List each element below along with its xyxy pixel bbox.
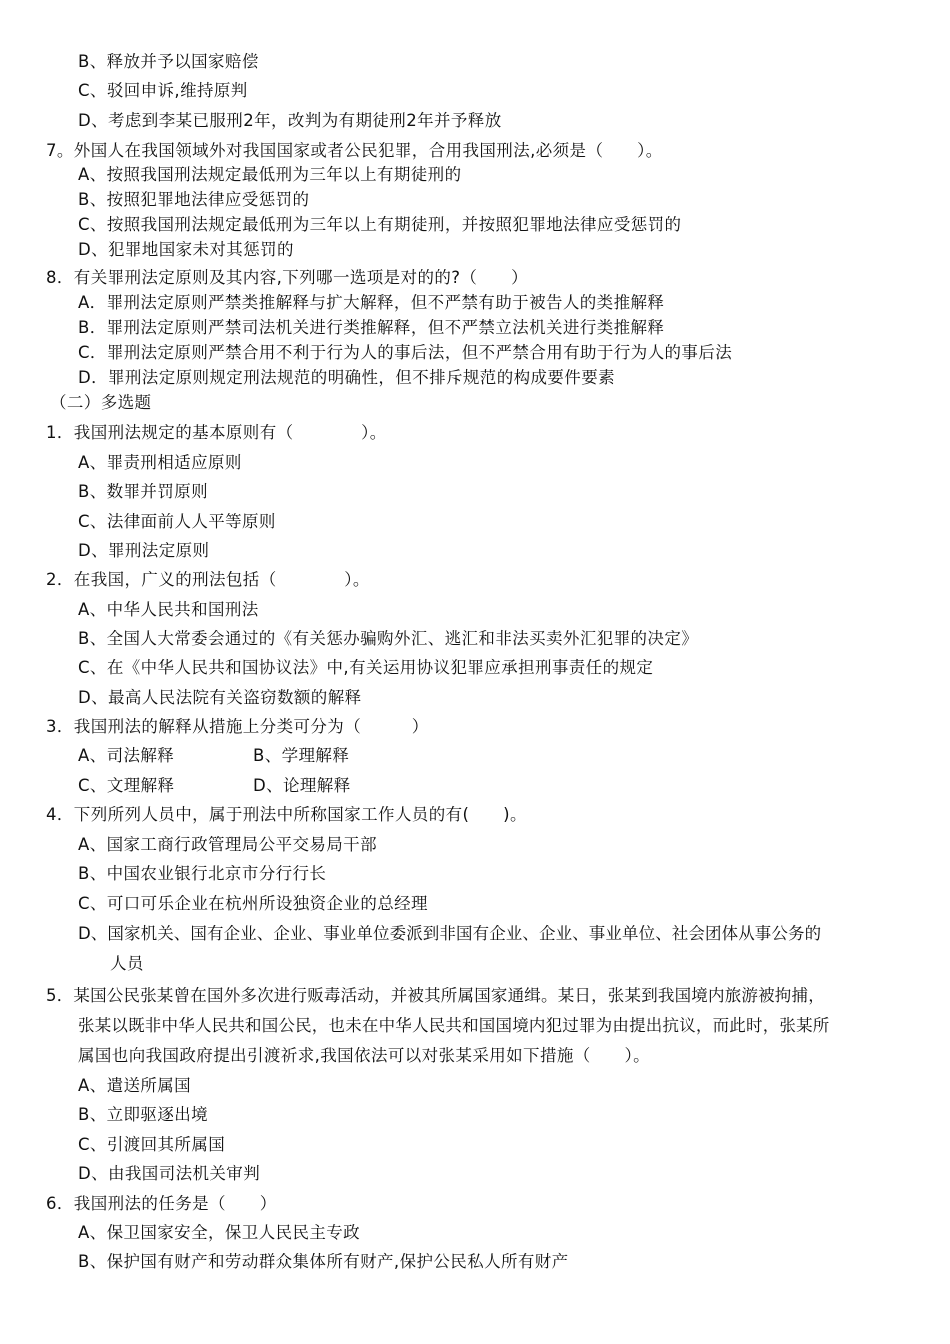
m5-stem-line1: 5．某国公民张某曾在国外多次进行贩毒活动，并被其所属国家通缉。某日，张某到我国境内旅游被拘捕， (46, 986, 825, 1005)
m6-stem: 6．我国刑法的任务是（ ） (46, 1194, 277, 1213)
q8-option-c: C．罪刑法定原则严禁合用不利于行为人的事后法，但不严禁合用有助于行为人的事后法 (78, 343, 733, 362)
m5-option-c: C、引渡回其所属国 (78, 1135, 226, 1154)
m1-option-d: D、罪刑法定原则 (78, 541, 210, 560)
m1-option-c: C、法律面前人人平等原则 (78, 512, 276, 531)
q8-option-d: D．罪刑法定原则规定刑法规范的明确性，但不排斥规范的构成要件要素 (78, 368, 616, 387)
q7-option-d: D、犯罪地国家未对其惩罚的 (78, 240, 294, 259)
prev-option-c: C、驳回申诉,维持原判 (78, 81, 248, 100)
q7-option-b: B、按照犯罪地法律应受惩罚的 (78, 190, 310, 209)
m3-stem: 3．我国刑法的解释从措施上分类可分为（ ） (46, 717, 429, 736)
m5-option-b: B、立即驱逐出境 (78, 1105, 209, 1124)
m5-option-a: A、遣送所属国 (78, 1076, 192, 1095)
q7-stem: 7。外国人在我国领域外对我国国家或者公民犯罪，合用我国刑法,必须是（ ）。 (46, 141, 663, 160)
m2-option-c: C、在《中华人民共和国协议法》中,有关运用协议犯罪应承担刑事责任的规定 (78, 658, 654, 677)
m3-option-a: A、司法解释 (78, 746, 175, 765)
m5-stem-line2: 张某以既非中华人民共和国公民，也未在中华人民共和国国境内犯过罪为由提出抗议，而此时，张某所 (78, 1016, 830, 1035)
m6-option-b: B、保护国有财产和劳动群众集体所有财产,保护公民私人所有财产 (78, 1252, 569, 1271)
m2-stem: 2．在我国，广义的刑法包括（ ）。 (46, 570, 370, 589)
m3-option-d: D、论理解释 (253, 776, 351, 795)
q8-option-b: B．罪刑法定原则严禁司法机关进行类推解释，但不严禁立法机关进行类推解释 (78, 318, 665, 337)
m4-option-b: B、中国农业银行北京市分行行长 (78, 864, 327, 883)
m4-option-d-line1: D、国家机关、国有企业、企业、事业单位委派到非国有企业、企业、事业单位、社会团体从事公务的 (78, 924, 822, 943)
section-heading: （二）多选题 (50, 393, 152, 412)
prev-option-d: D、考虑到李某已服刑2年，改判为有期徒刑2年并予释放 (78, 111, 502, 130)
m4-option-d-line2: 人员 (110, 954, 144, 973)
q8-stem: 8．有关罪刑法定原则及其内容,下列哪一选项是对的的?（ ） (46, 268, 529, 287)
m4-option-c: C、可口可乐企业在杭州所设独资企业的总经理 (78, 894, 428, 913)
q7-option-c: C、按照我国刑法规定最低刑为三年以上有期徒刑，并按照犯罪地法律应受惩罚的 (78, 215, 682, 234)
m3-option-c: C、文理解释 (78, 776, 175, 795)
prev-option-b: B、释放并予以国家赔偿 (78, 52, 259, 71)
m3-option-b: B、学理解释 (253, 746, 350, 765)
m1-option-b: B、数罪并罚原则 (78, 482, 209, 501)
m5-option-d: D、由我国司法机关审判 (78, 1164, 261, 1183)
m1-option-a: A、罪责刑相适应原则 (78, 453, 242, 472)
m2-option-b: B、全国人大常委会通过的《有关惩办骗购外汇、逃汇和非法买卖外汇犯罪的决定》 (78, 629, 699, 648)
m4-stem: 4．下列所列人员中，属于刑法中所称国家工作人员的有( )。 (46, 805, 527, 824)
m5-stem-line3: 属国也向我国政府提出引渡祈求,我国依法可以对张某采用如下措施（ ）。 (78, 1046, 650, 1065)
m2-option-d: D、最高人民法院有关盗窃数额的解释 (78, 688, 362, 707)
m2-option-a: A、中华人民共和国刑法 (78, 600, 259, 619)
q7-option-a: A、按照我国刑法规定最低刑为三年以上有期徒刑的 (78, 165, 462, 184)
m6-option-a: A、保卫国家安全，保卫人民民主专政 (78, 1223, 361, 1242)
m1-stem: 1．我国刑法规定的基本原则有（ ）。 (46, 423, 387, 442)
m4-option-a: A、国家工商行政管理局公平交易局干部 (78, 835, 377, 854)
q8-option-a: A．罪刑法定原则严禁类推解释与扩大解释，但不严禁有助于被告人的类推解释 (78, 293, 665, 312)
